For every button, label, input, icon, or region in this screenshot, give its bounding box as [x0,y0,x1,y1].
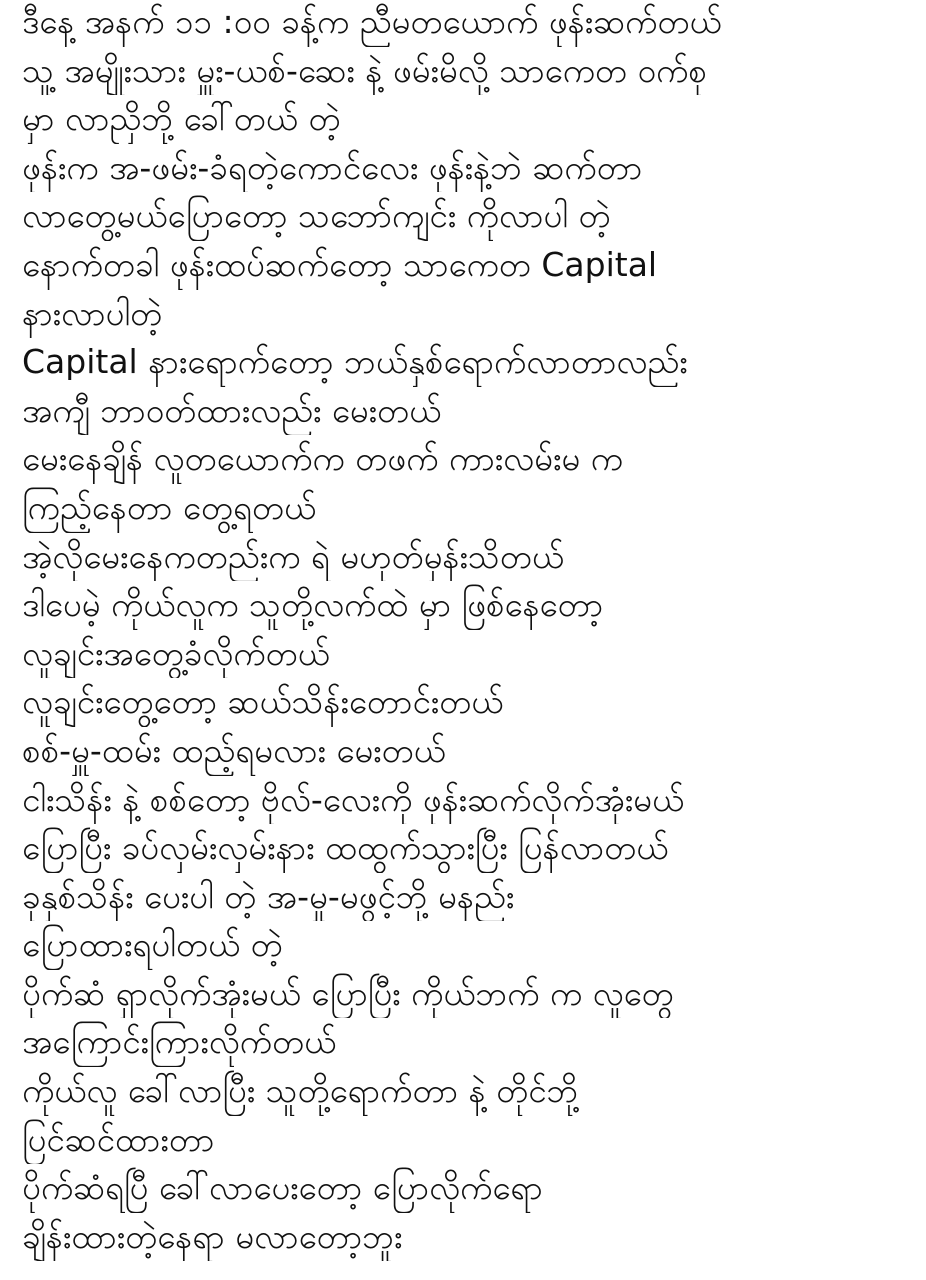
post-line: ဒါပေမဲ့ ကိုယ်လူက သူတို့လက်ထဲ မှာ ဖြစ်နေတော့ [22,585,604,625]
post-line: နောက်တခါ ဖုန်းထပ်ဆက်တော့ သာကေတ Capital [22,244,658,284]
post-line: ပြင်ဆင်ထားတာ [22,1119,215,1159]
post-line: စစ်-မှူ-ထမ်း ထည့်ရမလား မေးတယ် [22,730,446,770]
post-line: ကြည့်နေတာ တွေ့ရတယ် [22,487,317,527]
post-line: လူချင်းအတွေ့ခံလိုက်တယ် [22,633,330,673]
post-line: ဖုန်းက အ-ဖမ်း-ခံရတဲ့ကောင်လေး ဖုန်းနဲ့ဘဲ ဆက်တာ [22,147,643,187]
post-line: ချိန်းထားတဲ့နေရာ မလာတော့ဘူး [22,1216,403,1256]
post-line: ပိုက်ဆံ ရှာလိုက်အုံးမယ် ပြောပြီး ကိုယ်ဘက် က လူတွေ [22,973,674,1013]
post-line: ကိုယ်လူ ခေါ်လာပြီး သူတို့ရောက်တာ နဲ့ တိုင်ဘို့ [22,1071,579,1111]
post-line: လာတွေ့မယ်ပြောတော့ သဘော်ကျင်း ကိုလာပါ တဲ့ [22,196,611,236]
post-line: မှာ လာညှိဘို့ ခေါ်တယ် တဲ့ [22,99,341,139]
post-line: ပိုက်ဆံရပြီ ခေါ်လာပေးတော့ ပြောလိုက်ရော [22,1168,543,1208]
post-line: ပြောပြီး ခပ်လှမ်းလှမ်းနား ထထွက်သွားပြီး ပြန်လာတယ် [22,828,669,868]
post-line: ဒီနေ့ အနက် ၁၁ :၀၀ ခန့်က ညီမတယောက် ဖုန်းဆက်တယ် [22,2,722,41]
post-text-body [22,0,912,1280]
post-line: ငါးသိန်း နဲ့ စစ်တော့ ဗိုလ်-လေးကို ဖုန်းဆက်လိုက်အုံးမယ် [22,779,685,819]
post-line: ခုနှစ်သိန်း ပေးပါ တဲ့ အ-မှု-မဖွင့်ဘို့ မနည်း [22,876,515,916]
post-line: အကျီ ဘာဝတ်ထားလည်း မေးတယ် [22,390,442,430]
post-line: အကြောင်းကြားလိုက်တယ် [22,1022,337,1062]
post-line: သူ့ အမျိုးသား မှူး-ယစ်-ဆေး နဲ့ ဖမ်းမိလို့ သာကေတ ဝက်စု [22,50,707,90]
post-line: Capital နားရောက်တော့ ဘယ်နှစ်ရောက်လာတာလည်း [22,342,688,382]
post-line: မေးနေချိန် လူတယောက်က တဖက် ကားလမ်းမ က [22,439,623,479]
post-line: နားလာပါတဲ့ [22,293,163,333]
post-line: လူချင်းတွေ့တော့ ဆယ်သိန်းတောင်းတယ် [22,682,504,722]
post-line: ပြောထားရပါတယ် တဲ့ [22,925,283,965]
post-line: အဲ့လိုမေးနေကတည်းက ရဲ မဟုတ်မှန်းသိတယ် [22,536,564,576]
